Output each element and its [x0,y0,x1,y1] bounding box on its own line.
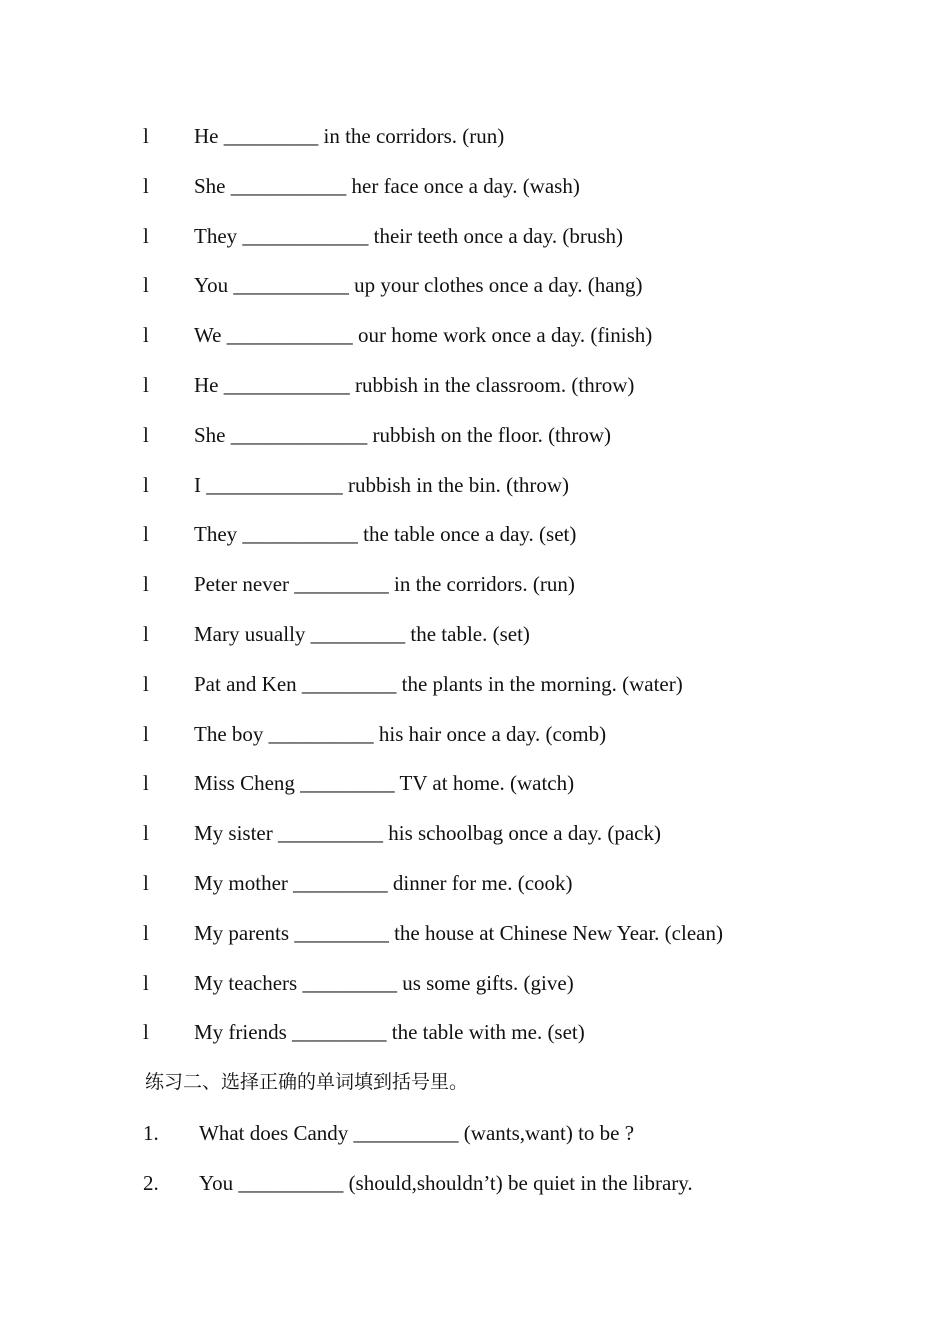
list-item [143,1118,903,1168]
exercise-sentence: You __________ (should,shouldn’t) be quiet in the library. [199,1170,693,1195]
exercise-sentence: The boy __________ his hair once a day. (comb) [194,721,607,746]
list-item [143,968,903,1018]
exercise-sentence: You ___________ up your clothes once a day. (hang) [194,273,643,298]
list-item [143,768,903,818]
exercise-sentence: I _____________ rubbish in the bin. (throw) [194,472,570,497]
list-item [143,1168,903,1218]
bullet-marker: l [143,821,149,846]
list-item [143,221,903,271]
list-item [143,370,903,420]
bullet-marker: l [143,671,149,696]
list-item [143,868,903,918]
bullet-marker: l [143,124,149,148]
item-number: 2. [143,1170,159,1195]
exercise-sentence: My sister __________ his schoolbag once a day. (pack) [194,821,661,846]
list-item [143,420,903,470]
list-item [143,320,903,370]
bullet-marker: l [143,1020,149,1045]
exercise-sentence: They ____________ their teeth once a day. (brush) [194,223,624,248]
exercise-1-list [143,121,903,1067]
exercise-sentence: Miss Cheng _________ TV at home. (watch) [194,771,575,796]
exercise-sentence: He ____________ rubbish in the classroom. (throw) [194,372,635,397]
bullet-marker: l [143,870,149,895]
bullet-marker: l [143,472,149,497]
exercise-sentence: We ____________ our home work once a day. (finish) [194,323,653,348]
exercise-sentence: She ___________ her face once a day. (wash) [194,173,580,198]
bullet-marker: l [143,372,149,397]
list-item [143,470,903,520]
exercise-sentence: My teachers _________ us some gifts. (give) [194,970,574,995]
exercise-sentence: He _________ in the corridors. (run) [194,124,505,148]
exercise-sentence: What does Candy __________ (wants,want) to be ? [199,1121,635,1145]
list-item [143,818,903,868]
exercise-sentence: She _____________ rubbish on the floor. (throw) [194,422,612,447]
bullet-marker: l [143,721,149,746]
list-item [143,669,903,719]
list-item [143,519,903,569]
list-item [143,719,903,769]
bullet-marker: l [143,422,149,447]
list-item [143,619,903,669]
list-item [143,171,903,221]
bullet-marker: l [143,223,149,248]
list-item [143,270,903,320]
exercise-2-heading: 练习二、选择正确的单词填到括号里。 [145,1071,469,1093]
bullet-marker: l [143,970,149,995]
bullet-marker: l [143,920,149,945]
item-number: 1. [143,1121,159,1145]
list-item [143,918,903,968]
list-item [143,569,903,619]
exercise-sentence: My mother _________ dinner for me. (cook) [194,870,573,895]
exercise-sentence: Mary usually _________ the table. (set) [194,621,530,646]
bullet-marker: l [143,173,149,198]
bullet-marker: l [143,323,149,348]
bullet-marker: l [143,621,149,646]
exercise-sentence: Pat and Ken _________ the plants in the morning. (water) [194,671,683,696]
bullet-marker: l [143,273,149,298]
bullet-marker: l [143,771,149,796]
exercise-sentence: They ___________ the table once a day. (set) [194,522,577,547]
exercise-sentence: My friends _________ the table with me. (set) [194,1020,585,1045]
bullet-marker: l [143,572,149,597]
bullet-marker: l [143,522,149,547]
list-item [143,121,903,171]
exercise-sentence: Peter never _________ in the corridors. (run) [194,572,575,597]
exercise-sentence: My parents _________ the house at Chinese New Year. (clean) [194,920,723,945]
list-item [143,1017,903,1067]
exercise-2-list [143,1118,903,1218]
